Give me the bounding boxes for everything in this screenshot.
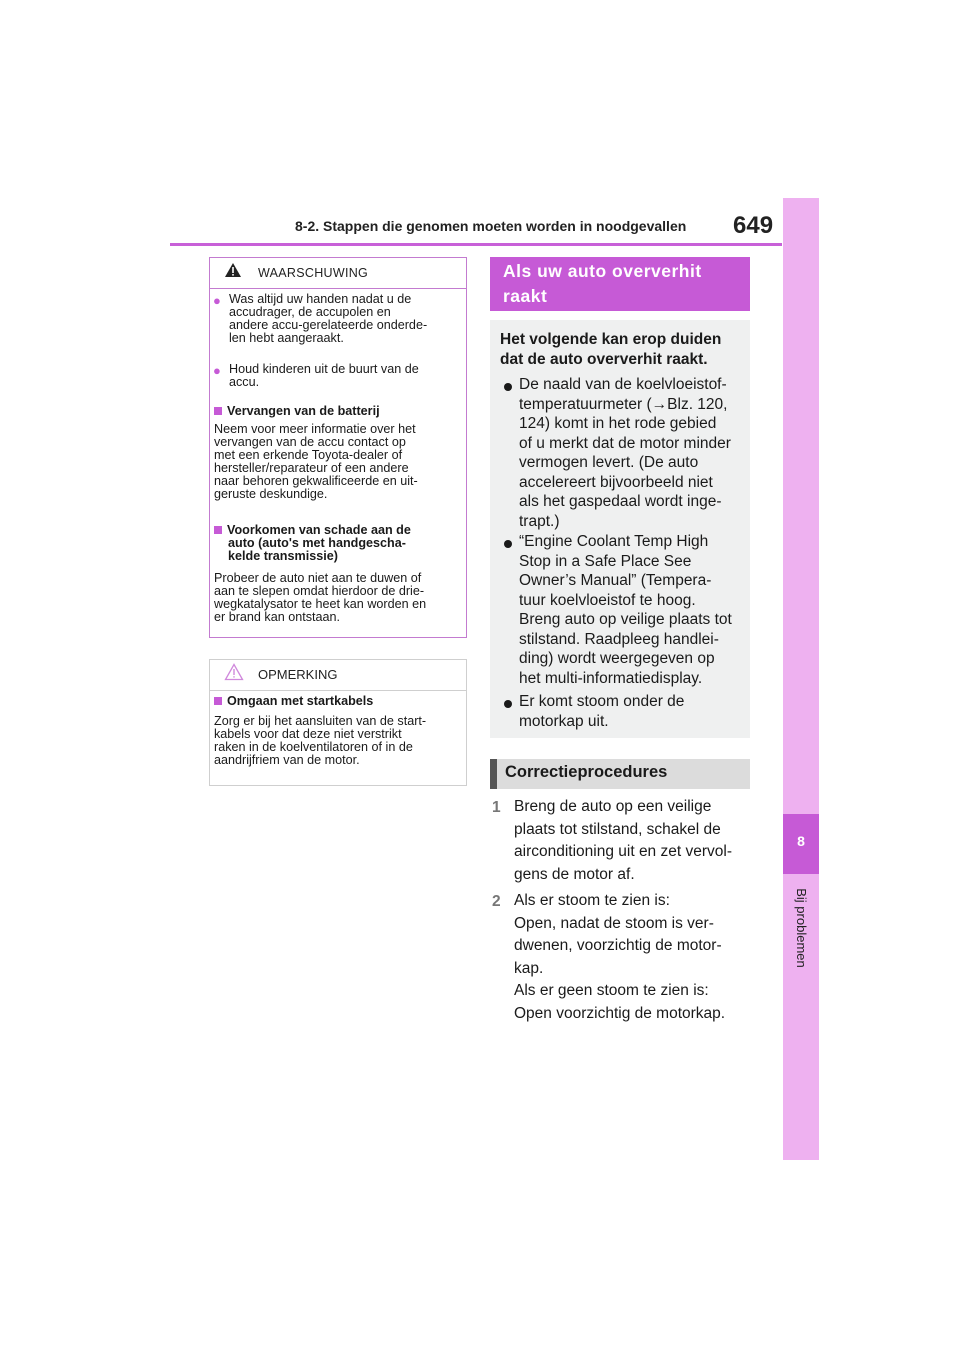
correction-heading: Correctieprocedures (505, 763, 668, 781)
symptom-item: “Engine Coolant Temp High Stop in a Safe Place See Owner’s Manual” (Tempera- tuur koelvloeistof te hoog. Breng auto op veilige plaats tot stilstand. Raadpleeg handlei- ding) wordt weergegeven op het multi-informatiedisplay. (519, 533, 732, 687)
warning-triangle-icon (224, 262, 242, 278)
note-paragraph: Zorg er bij het aansluiten van de start- kabels voor dat deze niet verstrikt raken in de koelventilatoren of in de aandrijfriem van de motor. (214, 714, 427, 767)
symptom-item: Er komt stoom onder de motorkap uit. (519, 693, 685, 730)
symptom-intro: Het volgende kan erop duiden dat de auto oververhit raakt. (500, 331, 722, 368)
step-number: 1 (492, 799, 501, 816)
header-divider (170, 243, 782, 246)
correction-heading-bar (490, 759, 497, 789)
warning-paragraph: Probeer de auto niet aan te duwen of aan te slepen omdat hierdoor de drie- wegkatalysator te heet kan worden en er brand kan ontstaan. (214, 571, 427, 624)
square-bullet-icon (214, 697, 222, 705)
note-header (210, 660, 466, 691)
warning-paragraph: Neem voor meer informatie over het vervangen van de accu contact op met een erkende Toyota-dealer of hersteller/reparateur of een andere naar behoren gekwalificeerde en uit- geruste deskundige. (214, 422, 418, 501)
chapter-number: 8 (797, 833, 805, 849)
square-bullet-icon (214, 526, 222, 534)
step-text: Breng de auto op een veilige plaats tot stilstand, schakel de airconditioning uit en zet vervol- gens de motor af. (514, 798, 732, 883)
warning-bullet: Was altijd uw handen nadat u de accudrager, de accupolen en andere accu-gerelateerde onderde- len hebt aangeraakt. (229, 292, 428, 345)
bullet-disc (504, 383, 512, 391)
bullet-dot: ● (213, 293, 221, 308)
step-text: Als er stoom te zien is: Open, nadat de stoom is ver- dwenen, voorzichtig de motor- kap. Als er geen stoom te zien is: Open voorzichtig de motorkap. (514, 892, 726, 1022)
page-number: 649 (733, 212, 774, 239)
bullet-dot: ● (213, 363, 221, 378)
section-title: 8-2. Stappen die genomen moeten worden in noodgevallen (295, 218, 687, 234)
chapter-label: Bij problemen (794, 888, 809, 968)
bullet-disc (504, 700, 512, 708)
note-title: OPMERKING (258, 667, 338, 682)
step-number: 2 (492, 893, 501, 910)
bullet-disc (504, 540, 512, 548)
square-bullet-icon (214, 407, 222, 415)
note-subheading: Omgaan met startkabels (214, 695, 373, 708)
overheat-heading: Als uw auto oververhit raakt (503, 261, 702, 306)
caution-triangle-outline-icon (224, 663, 244, 681)
symptom-item: De naald van de koelvloeistof- temperatuurmeter (→Blz. 120, 124) komt in het rode gebied of u merkt dat de motor minder vermogen levert. (De auto accelereert bijvoorbeeld niet als het gaspedaal wordt inge- trapt.) (519, 376, 731, 530)
chapter-side-tab (783, 198, 819, 1160)
warning-subheading: Voorkomen van schade aan de auto (auto's met handgescha- kelde transmissie) (214, 524, 464, 563)
warning-bullet: Houd kinderen uit de buurt van de accu. (229, 362, 419, 389)
warning-title: WAARSCHUWING (258, 266, 369, 280)
warning-subheading: Vervangen van de batterij (214, 405, 380, 418)
